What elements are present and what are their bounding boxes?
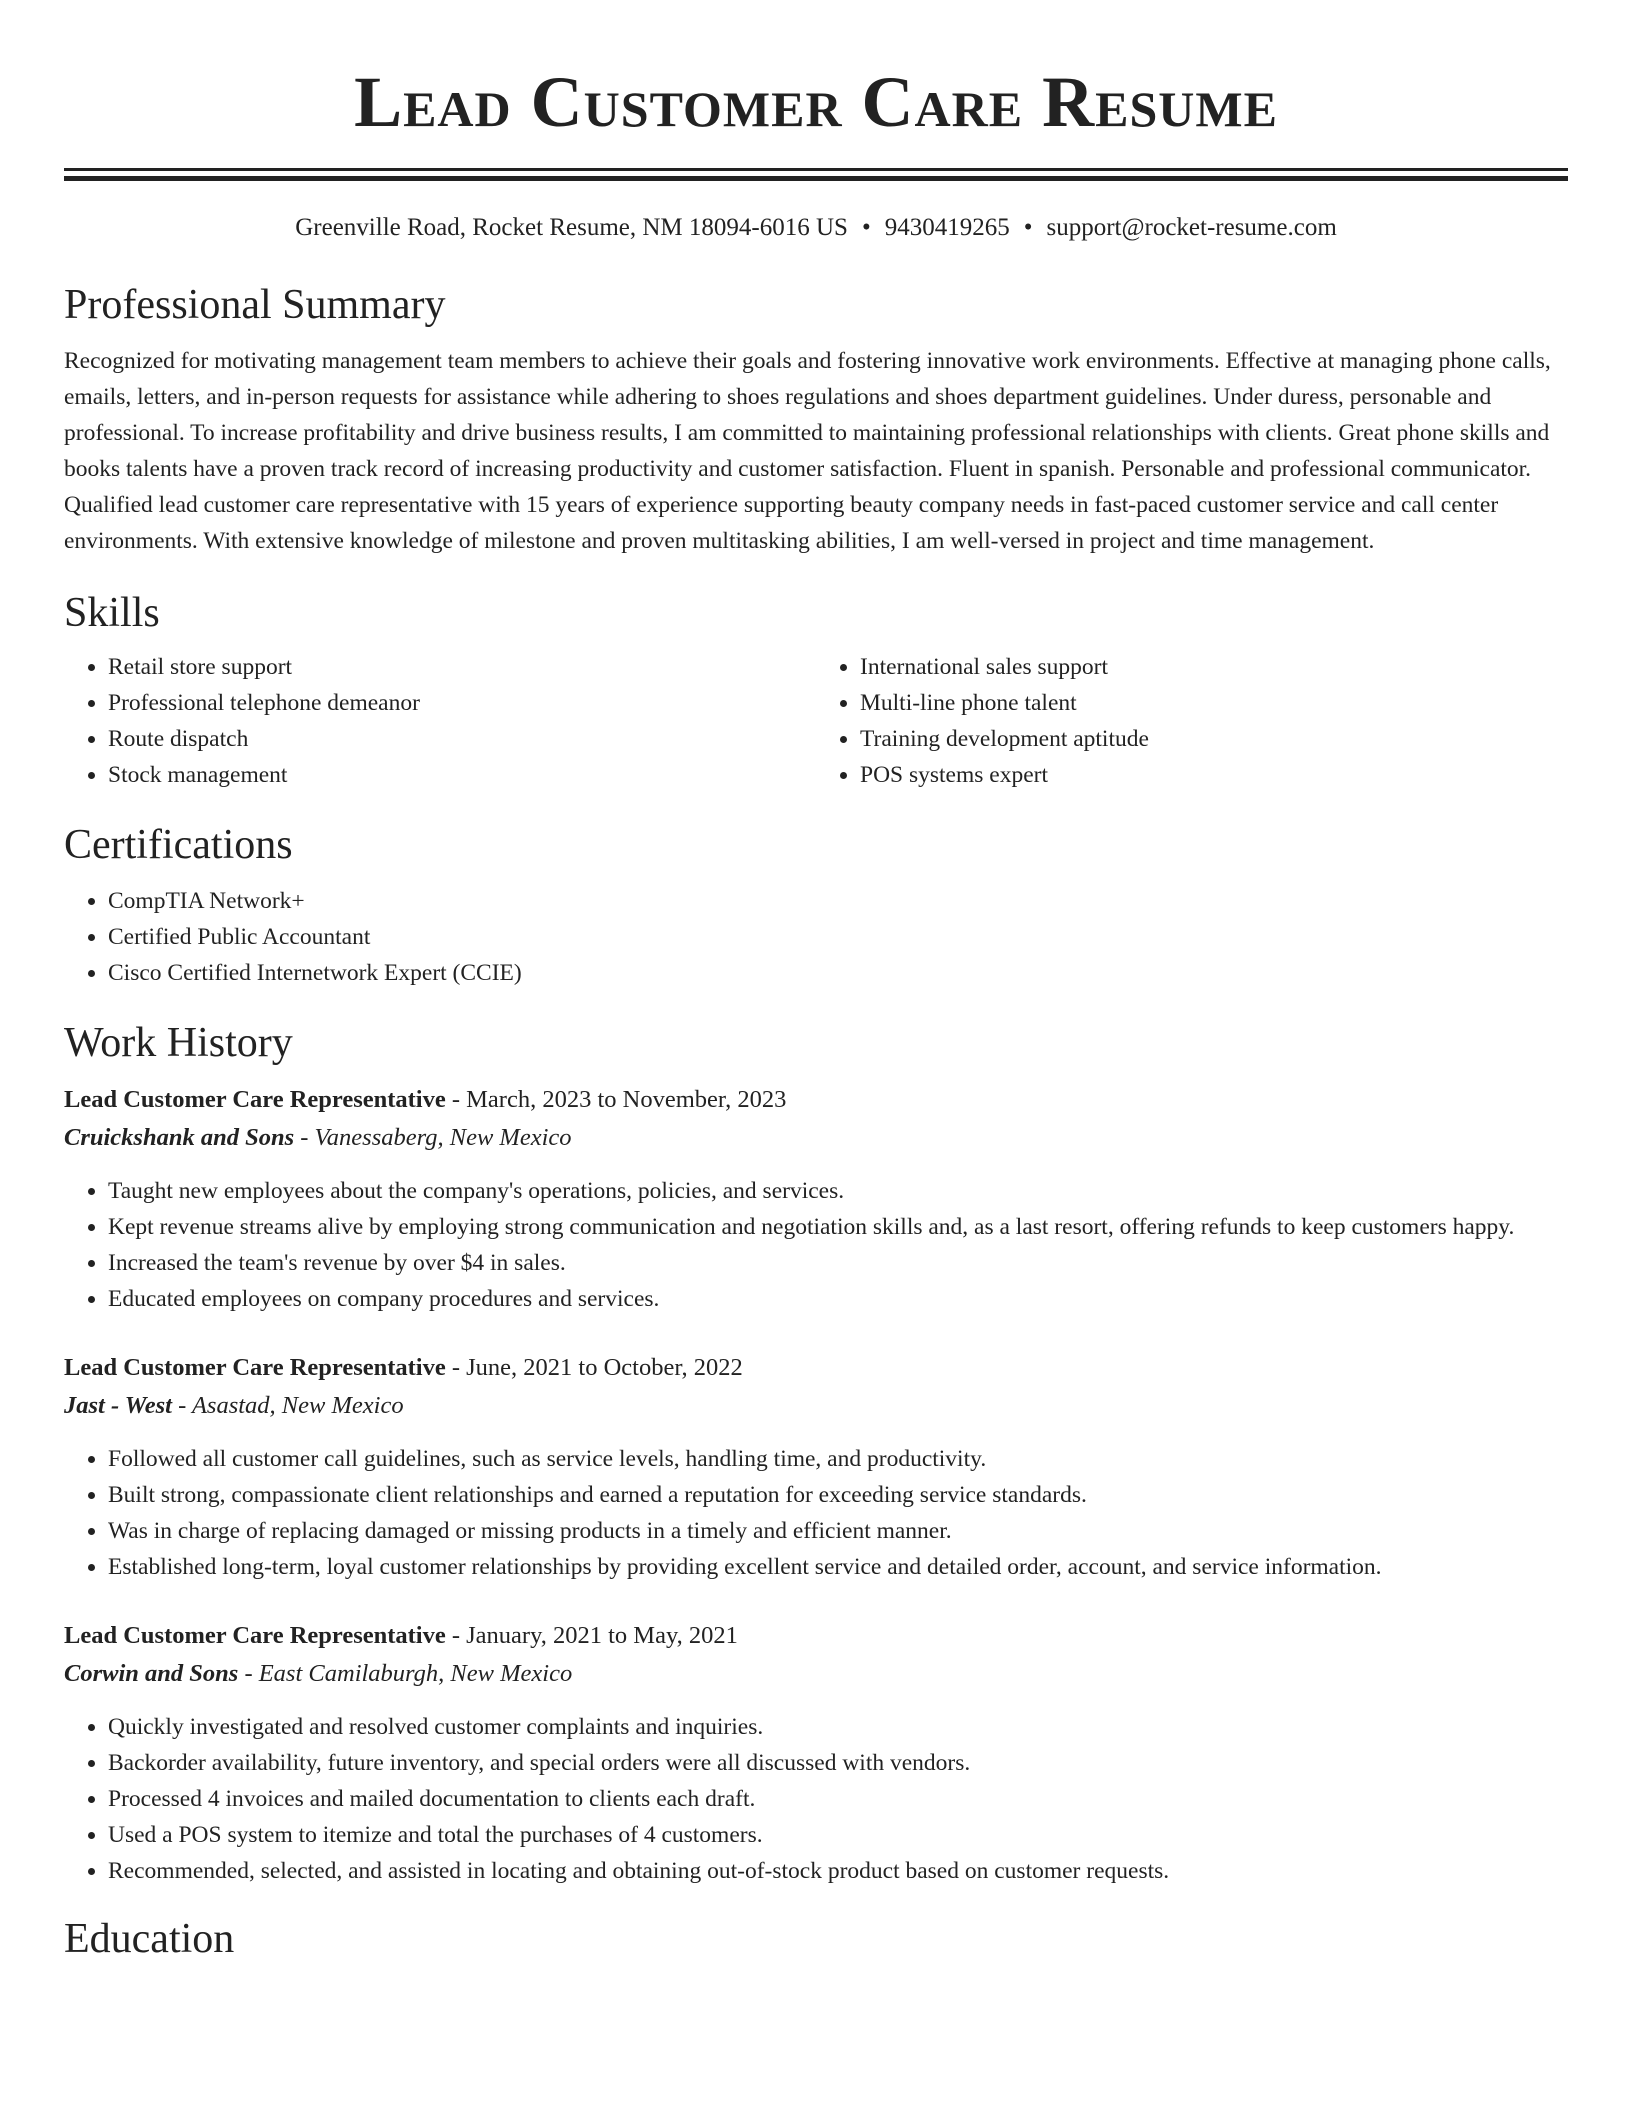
job-bullet: • Followed all customer call guidelines, such as service levels, handling time, and productivity.: [108, 1441, 1568, 1477]
job-location: - East Camilaburgh, New Mexico: [238, 1660, 573, 1687]
job-title: Lead Customer Care Representative: [64, 1354, 446, 1381]
title-divider-thick: [64, 168, 1568, 171]
job-location: - Asastad, New Mexico: [172, 1392, 404, 1419]
skills-heading: Skills: [64, 590, 160, 636]
certification-item: • CompTIA Network+: [108, 883, 1568, 919]
skill-item: • Training development aptitude: [860, 721, 1568, 757]
job-title-line: [64, 1081, 1568, 1119]
job-bullet: • Increased the team's revenue by over $4 in sales.: [108, 1245, 1568, 1281]
skill-item: • Professional telephone demeanor: [108, 685, 816, 721]
job-title: Lead Customer Care Representative: [64, 1086, 446, 1113]
job-bullet: • Recommended, selected, and assisted in locating and obtaining out-of-stock product based on customer requests.: [108, 1853, 1568, 1889]
job-entry: [64, 1617, 1568, 1889]
skill-item: • Retail store support: [108, 649, 816, 685]
job-bullet: • Used a POS system to itemize and total the purchases of 4 customers.: [108, 1817, 1568, 1853]
contact-separator: •: [861, 214, 871, 241]
contact-email: support@rocket-resume.com: [1046, 214, 1337, 241]
contact-line: [64, 211, 1568, 245]
title-divider-thin: [64, 176, 1568, 181]
job-title-line: [64, 1617, 1568, 1655]
job-bullet: • Educated employees on company procedures and services.: [108, 1281, 1568, 1317]
resume-title: Lead Customer Care Resume: [354, 62, 1278, 142]
job-title: Lead Customer Care Representative: [64, 1622, 446, 1649]
certifications-heading: Certifications: [64, 822, 293, 868]
education-heading: Education: [64, 1916, 235, 1962]
skill-item: • Stock management: [108, 757, 816, 793]
job-bullet: • Backorder availability, future inventory, and special orders were all discussed with vendors.: [108, 1745, 1568, 1781]
resume-page: [64, 0, 1568, 1965]
certification-item: • Cisco Certified Internetwork Expert (CCIE): [108, 955, 1568, 991]
job-bullet: • Kept revenue streams alive by employing strong communication and negotiation skills and, as a last resort, offering refunds to keep customers happy.: [108, 1209, 1568, 1245]
job-company: Jast - West: [64, 1392, 172, 1419]
job-dates: - June, 2021 to October, 2022: [445, 1354, 743, 1381]
job-bullet: • Established long-term, loyal customer relationships by providing excellent service and detailed order, account, and service information.: [108, 1549, 1568, 1585]
contact-address: Greenville Road, Rocket Resume, NM 18094-6016 US: [295, 214, 848, 241]
job-bullets: [64, 1173, 1568, 1317]
skill-item: • Multi-line phone talent: [860, 685, 1568, 721]
job-entry: [64, 1349, 1568, 1585]
job-company: Cruickshank and Sons: [64, 1124, 295, 1151]
work-history-heading: Work History: [64, 1020, 293, 1066]
job-company-line: [64, 1119, 1568, 1157]
certifications-list: [64, 883, 1568, 991]
job-dates: - March, 2023 to November, 2023: [445, 1086, 787, 1113]
job-dates: - January, 2021 to May, 2021: [445, 1622, 738, 1649]
summary-heading: Professional Summary: [64, 282, 446, 328]
certification-item: • Certified Public Accountant: [108, 919, 1568, 955]
contact-phone: 9430419265: [884, 214, 1010, 241]
job-bullet: • Built strong, compassionate client relationships and earned a reputation for exceeding service standards.: [108, 1477, 1568, 1513]
job-bullet: • Taught new employees about the company's operations, policies, and services.: [108, 1173, 1568, 1209]
skill-item: • POS systems expert: [860, 757, 1568, 793]
job-bullets: [64, 1441, 1568, 1585]
job-location: - Vanessaberg, New Mexico: [294, 1124, 572, 1151]
skill-item: • International sales support: [860, 649, 1568, 685]
job-company-line: [64, 1387, 1568, 1425]
job-title-line: [64, 1349, 1568, 1387]
job-entry: [64, 1081, 1568, 1317]
job-bullet: • Was in charge of replacing damaged or missing products in a timely and efficient manner.: [108, 1513, 1568, 1549]
skills-columns: [64, 649, 1568, 793]
job-company: Corwin and Sons: [64, 1660, 239, 1687]
skill-item: • Route dispatch: [108, 721, 816, 757]
skills-list-left: [64, 649, 816, 793]
job-bullet: • Processed 4 invoices and mailed documentation to clients each draft.: [108, 1781, 1568, 1817]
contact-separator: •: [1023, 214, 1033, 241]
job-bullet: • Quickly investigated and resolved customer complaints and inquiries.: [108, 1709, 1568, 1745]
summary-text: Recognized for motivating management team members to achieve their goals and fostering innovative work environments. Effective at managing phone calls, emails, letters, and in-person requests for assistance while adhering to shoes regulations and shoes department guidelines. Under duress, personable and professional. To increase profitability and drive business results, I am committed to maintaining professional relationships with clients. Great phone skills and books talents have a proven track record of increasing productivity and customer satisfaction. Fluent in spanish. Personable and professional communicator. Qualified lead customer care representative with 15 years of experience supporting beauty company needs in fast-paced customer service and call center environments. With extensive knowledge of milestone and proven multitasking abilities, I am well-versed in project and time management.: [64, 348, 1551, 554]
job-bullets: [64, 1709, 1568, 1889]
job-company-line: [64, 1655, 1568, 1693]
skills-list-right: [816, 649, 1568, 793]
